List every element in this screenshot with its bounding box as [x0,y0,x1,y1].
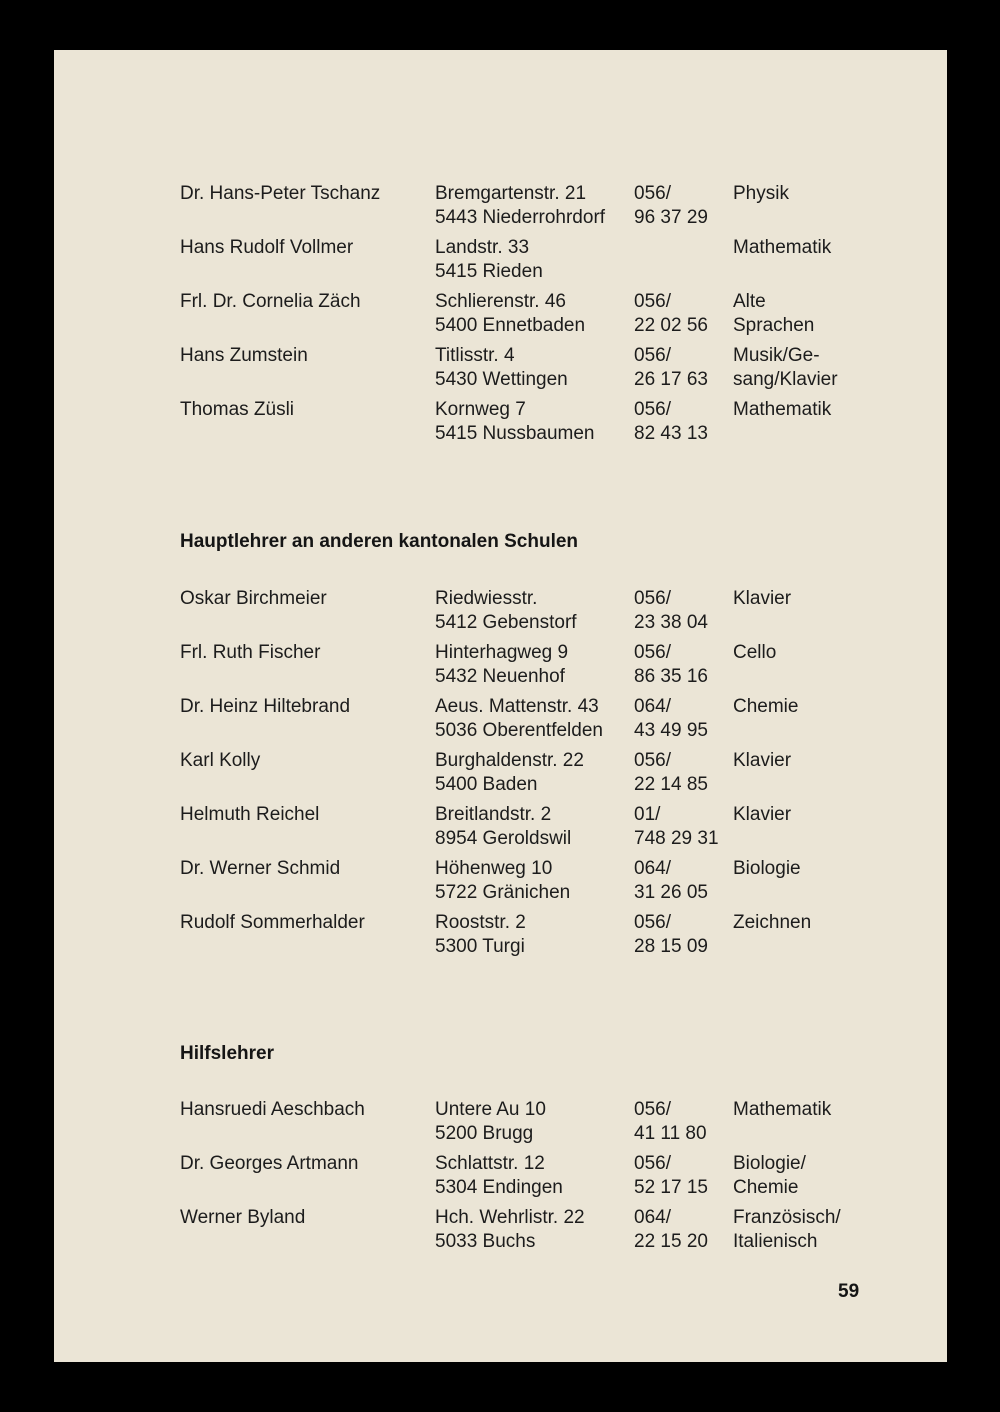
list-item [180,344,900,398]
teacher-subject: Zeichnen [733,912,812,933]
teacher-name: Dr. Werner Schmid [180,858,341,879]
list-item [180,695,900,749]
teacher-name: Hans Rudolf Vollmer [180,237,354,258]
teacher-name: Frl. Ruth Fischer [180,642,321,663]
teacher-address: Kornweg 7 5415 Nussbaumen [435,399,595,444]
teacher-name: Thomas Züsli [180,399,295,420]
teacher-address: Rooststr. 2 5300 Turgi [435,912,526,957]
teacher-phone: 056/ 26 17 63 [634,345,708,390]
teacher-address: Schlierenstr. 46 5400 Ennetbaden [435,291,586,336]
teacher-phone: 056/ 86 35 16 [634,642,708,687]
teacher-address: Untere Au 10 5200 Brugg [435,1099,546,1144]
teacher-name: Rudolf Sommerhalder [180,912,365,933]
list-item [180,1098,900,1152]
teacher-subject: Musik/Ge- sang/Klavier [733,345,838,390]
teacher-address: Riedwiesstr. 5412 Gebenstorf [435,588,577,633]
teacher-phone: 056/ 82 43 13 [634,399,708,444]
teacher-name: Karl Kolly [180,750,261,771]
teacher-subject: Biologie/ Chemie [733,1153,806,1198]
teacher-address: Titlisstr. 4 5430 Wettingen [435,345,568,390]
teacher-name: Dr. Heinz Hiltebrand [180,696,351,717]
teacher-phone: 056/ 96 37 29 [634,183,708,228]
teacher-phone: 064/ 22 15 20 [634,1207,708,1252]
teacher-address: Aeus. Mattenstr. 43 5036 Oberentfelden [435,696,603,741]
teacher-subject: Chemie [733,696,799,717]
teacher-subject: Klavier [733,750,792,771]
teacher-name: Dr. Georges Artmann [180,1153,359,1174]
teacher-address: Burghaldenstr. 22 5400 Baden [435,750,584,795]
list-item [180,911,900,965]
teacher-phone: 056/ 22 02 56 [634,291,708,336]
teacher-subject: Physik [733,183,789,204]
list-item [180,290,900,344]
teacher-name: Hans Zumstein [180,345,308,366]
teacher-subject: Mathematik [733,399,832,420]
section-heading: Hauptlehrer an anderen kantonalen Schulen [180,531,579,552]
page-number: 59 [838,1281,860,1302]
teacher-phone: 056/ 52 17 15 [634,1153,708,1198]
teacher-address: Bremgartenstr. 21 5443 Niederrohrdorf [435,183,606,228]
list-item [180,587,900,641]
teacher-subject: Klavier [733,588,792,609]
list-item [180,1152,900,1206]
list-item [180,182,900,236]
teacher-name: Dr. Hans-Peter Tschanz [180,183,381,204]
teacher-subject: Cello [733,642,777,663]
teacher-subject: Mathematik [733,1099,832,1120]
list-item [180,398,900,452]
list-item [180,749,900,803]
teacher-subject: Mathematik [733,237,832,258]
teacher-phone: 056/ 28 15 09 [634,912,708,957]
teacher-phone: 01/ 748 29 31 [634,804,719,849]
teacher-phone: 064/ 43 49 95 [634,696,708,741]
list-item [180,236,900,290]
teacher-phone: 056/ 22 14 85 [634,750,708,795]
teacher-name: Frl. Dr. Cornelia Zäch [180,291,361,312]
teacher-subject: Klavier [733,804,792,825]
teacher-subject: Französisch/ Italienisch [733,1207,841,1252]
teacher-name: Hansruedi Aeschbach [180,1099,365,1120]
teacher-subject: Biologie [733,858,801,879]
teacher-phone: 064/ 31 26 05 [634,858,708,903]
teacher-name: Helmuth Reichel [180,804,320,825]
teacher-phone: 056/ 23 38 04 [634,588,708,633]
teacher-address: Höhenweg 10 5722 Gränichen [435,858,571,903]
section-heading: Hilfslehrer [180,1043,274,1064]
teacher-address: Breitlandstr. 2 8954 Geroldswil [435,804,572,849]
teacher-subject: Alte Sprachen [733,291,815,336]
teacher-name: Werner Byland [180,1207,306,1228]
list-item [180,857,900,911]
teacher-phone: 056/ 41 11 80 [634,1099,707,1144]
teacher-name: Oskar Birchmeier [180,588,327,609]
teacher-address: Hch. Wehrlistr. 22 5033 Buchs [435,1207,585,1252]
list-item [180,641,900,695]
teacher-address: Hinterhagweg 9 5432 Neuenhof [435,642,569,687]
teacher-address: Schlattstr. 12 5304 Endingen [435,1153,563,1198]
teacher-address: Landstr. 33 5415 Rieden [435,237,543,282]
list-item [180,1206,900,1260]
list-item [180,803,900,857]
